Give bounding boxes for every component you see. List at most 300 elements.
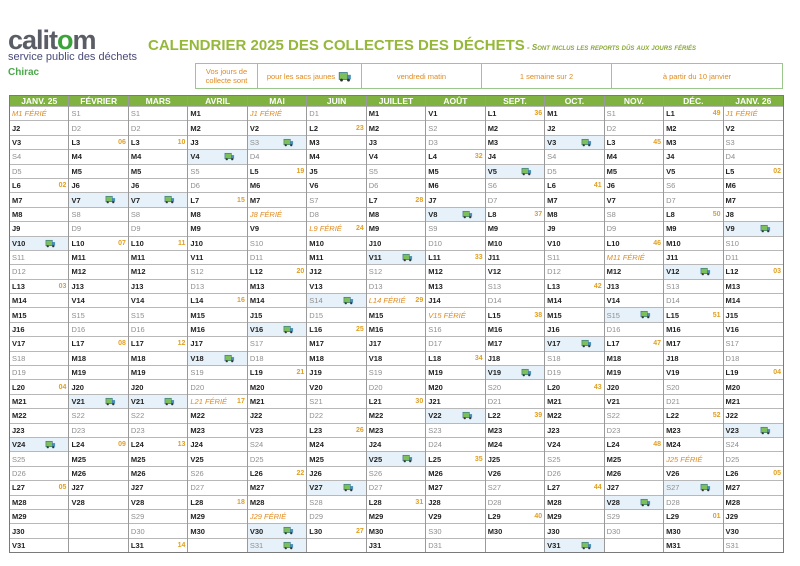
day-cell bbox=[367, 351, 425, 365]
green-bin-truck-icon bbox=[521, 367, 532, 377]
day-cell bbox=[10, 207, 68, 221]
day-label: M10 bbox=[666, 238, 681, 248]
day-cell bbox=[10, 365, 68, 379]
day-cell-empty bbox=[69, 523, 127, 537]
day-cell bbox=[545, 466, 603, 480]
day-label: J3 bbox=[190, 137, 199, 147]
day-cell bbox=[605, 207, 663, 221]
day-label: M26 bbox=[606, 468, 622, 478]
day-cell bbox=[605, 365, 663, 379]
day-label: M12 bbox=[130, 267, 146, 277]
day-cell bbox=[307, 135, 365, 149]
green-bin-truck-icon bbox=[581, 338, 592, 348]
day-label: M29 bbox=[547, 512, 562, 522]
day-label: L3 bbox=[606, 137, 616, 147]
day-cell bbox=[248, 408, 306, 422]
day-label: J15 bbox=[249, 310, 263, 320]
day-cell bbox=[129, 192, 187, 206]
week-number: 23 bbox=[355, 124, 364, 132]
day-cell bbox=[724, 135, 783, 149]
day-label: D12 bbox=[12, 267, 26, 277]
day-cell bbox=[307, 293, 365, 307]
day-label: L13 bbox=[12, 281, 25, 291]
day-label: L22 bbox=[487, 411, 501, 421]
day-cell bbox=[426, 279, 484, 293]
day-cell bbox=[724, 149, 783, 163]
day-label: M28 bbox=[547, 497, 562, 507]
day-cell bbox=[367, 394, 425, 408]
day-label: V10 bbox=[12, 238, 26, 248]
day-label: L1 bbox=[666, 109, 675, 119]
day-label: S4 bbox=[12, 152, 22, 162]
day-label: L28 bbox=[368, 497, 382, 507]
day-cell bbox=[486, 207, 544, 221]
day-label: J19 bbox=[309, 368, 322, 378]
week-number: 30 bbox=[415, 398, 424, 405]
day-cell bbox=[188, 149, 246, 163]
day-label: S10 bbox=[725, 238, 739, 248]
day-cell bbox=[367, 509, 425, 523]
day-cell bbox=[367, 250, 425, 264]
day-label: L18 bbox=[428, 353, 442, 363]
day-cell bbox=[129, 221, 187, 235]
day-cell bbox=[307, 423, 365, 437]
calendar-subtitle: - Sont inclus les reports dûs aux jours fériés bbox=[524, 43, 696, 52]
day-cell bbox=[605, 106, 663, 120]
day-cell bbox=[367, 120, 425, 134]
week-number: 17 bbox=[237, 398, 245, 405]
day-label: V9 bbox=[249, 224, 260, 234]
day-label: M1 bbox=[368, 109, 380, 119]
day-cell bbox=[188, 279, 246, 293]
day-cell bbox=[129, 293, 187, 307]
day-label: M15 bbox=[547, 310, 562, 320]
day-cell bbox=[486, 365, 544, 379]
day-label: S24 bbox=[725, 440, 739, 450]
day-label: J3 bbox=[368, 137, 378, 147]
day-cell bbox=[724, 236, 783, 250]
day-label: D22 bbox=[309, 411, 324, 421]
day-cell bbox=[248, 135, 306, 149]
day-label: J27 bbox=[130, 483, 144, 493]
day-label: V29 bbox=[428, 512, 442, 522]
day-label: L8 bbox=[666, 209, 675, 219]
day-cell bbox=[724, 264, 783, 278]
day-label: D10 bbox=[428, 238, 442, 248]
day-label: L5 bbox=[249, 166, 259, 176]
day-cell bbox=[724, 394, 783, 408]
day-cell bbox=[486, 322, 544, 336]
day-cell bbox=[724, 423, 783, 437]
day-label: D20 bbox=[190, 382, 205, 392]
day-label: S5 bbox=[368, 166, 378, 176]
day-label: M16 bbox=[368, 325, 384, 335]
day-cell bbox=[188, 495, 246, 509]
day-cell bbox=[605, 279, 663, 293]
day-label: L24 bbox=[71, 440, 85, 450]
day-label: J24 bbox=[190, 440, 203, 450]
day-label: L27 bbox=[547, 483, 561, 493]
day-label: V12 bbox=[487, 267, 502, 277]
day-label: M4 bbox=[71, 152, 82, 162]
day-cell bbox=[426, 480, 484, 494]
day-cell bbox=[605, 480, 663, 494]
day-label: V5 bbox=[666, 166, 676, 176]
day-cell-empty bbox=[605, 538, 663, 552]
green-bin-truck-icon bbox=[462, 209, 473, 219]
day-cell bbox=[605, 523, 663, 537]
day-cell bbox=[248, 365, 306, 379]
day-label: S12 bbox=[368, 267, 383, 277]
day-label: V20 bbox=[309, 382, 323, 392]
day-cell bbox=[545, 394, 603, 408]
green-bin-truck-icon bbox=[581, 137, 592, 147]
day-cell bbox=[545, 322, 603, 336]
day-label: D27 bbox=[368, 483, 383, 493]
day-cell bbox=[545, 207, 603, 221]
day-cell bbox=[486, 408, 544, 422]
day-label: S30 bbox=[428, 526, 442, 536]
day-label: L26 bbox=[249, 468, 263, 478]
day-cell bbox=[129, 509, 187, 523]
week-number: 48 bbox=[653, 441, 662, 449]
day-label: V11 bbox=[368, 253, 382, 263]
day-label: V7 bbox=[71, 195, 81, 205]
day-label: M2 bbox=[368, 123, 380, 133]
day-cell bbox=[545, 523, 603, 537]
day-cell bbox=[664, 207, 722, 221]
week-number: 52 bbox=[712, 412, 721, 420]
day-label: S26 bbox=[190, 468, 204, 478]
day-label: V28 bbox=[606, 497, 620, 507]
day-label: M10 bbox=[487, 238, 503, 248]
day-label: M20 bbox=[725, 382, 741, 392]
day-label: M6 bbox=[428, 181, 439, 191]
day-cell bbox=[605, 408, 663, 422]
week-number: 02 bbox=[773, 167, 781, 175]
day-cell bbox=[367, 178, 425, 192]
day-label: L1 bbox=[487, 109, 497, 119]
day-label: M8 bbox=[12, 209, 23, 219]
day-cell bbox=[188, 164, 246, 178]
day-label: D24 bbox=[428, 440, 442, 450]
day-cell bbox=[10, 495, 68, 509]
day-cell bbox=[188, 365, 246, 379]
day-label: M1 bbox=[547, 109, 558, 119]
day-label: D20 bbox=[368, 382, 383, 392]
day-label: S4 bbox=[547, 152, 557, 162]
day-label: L11 bbox=[428, 253, 441, 263]
day-cell bbox=[367, 365, 425, 379]
day-label: L5 bbox=[725, 166, 735, 176]
day-label: D27 bbox=[190, 483, 205, 493]
day-cell bbox=[69, 192, 127, 206]
month-header: SEPT. bbox=[486, 96, 544, 106]
day-label: J1 FÉRIÉ bbox=[249, 109, 282, 119]
day-cell bbox=[307, 164, 365, 178]
day-cell bbox=[248, 279, 306, 293]
day-cell bbox=[129, 236, 187, 250]
day-label: L17 bbox=[606, 339, 620, 349]
day-cell bbox=[307, 451, 365, 465]
day-cell bbox=[664, 192, 722, 206]
day-label: D16 bbox=[130, 325, 145, 335]
day-cell bbox=[307, 509, 365, 523]
day-label: M7 bbox=[12, 195, 23, 205]
day-label: L10 bbox=[606, 238, 620, 248]
day-cell bbox=[248, 192, 306, 206]
month-column bbox=[188, 96, 247, 552]
day-label: S29 bbox=[130, 512, 145, 522]
day-cell bbox=[545, 336, 603, 350]
week-number: 33 bbox=[474, 254, 483, 262]
day-cell bbox=[724, 351, 783, 365]
day-label: S12 bbox=[190, 267, 204, 277]
day-cell bbox=[724, 192, 783, 206]
day-label: M23 bbox=[190, 425, 205, 435]
day-label: S31 bbox=[249, 540, 264, 550]
day-label: J23 bbox=[547, 425, 560, 435]
day-cell bbox=[545, 279, 603, 293]
day-cell bbox=[664, 178, 722, 192]
day-cell bbox=[605, 135, 663, 149]
day-cell bbox=[10, 379, 68, 393]
day-cell bbox=[724, 509, 783, 523]
day-label: V13 bbox=[309, 281, 323, 291]
day-cell bbox=[486, 106, 544, 120]
day-cell bbox=[248, 495, 306, 509]
day-cell bbox=[545, 264, 603, 278]
day-label: S6 bbox=[666, 181, 676, 191]
day-cell bbox=[129, 408, 187, 422]
month-header: AOÛT bbox=[426, 96, 484, 106]
day-label: L25 bbox=[428, 454, 442, 464]
day-label: S1 bbox=[130, 109, 141, 119]
day-cell bbox=[486, 307, 544, 321]
day-label: L12 bbox=[249, 267, 263, 277]
day-cell bbox=[664, 293, 722, 307]
day-cell bbox=[605, 379, 663, 393]
day-cell bbox=[664, 423, 722, 437]
day-label: V5 bbox=[487, 166, 497, 176]
day-label: V6 bbox=[309, 181, 319, 191]
day-cell bbox=[248, 207, 306, 221]
day-label: M18 bbox=[309, 353, 324, 363]
day-label: S26 bbox=[368, 468, 383, 478]
day-cell bbox=[129, 178, 187, 192]
week-number: 02 bbox=[58, 182, 67, 190]
calitom-logo bbox=[8, 26, 143, 63]
week-number: 04 bbox=[773, 369, 781, 377]
day-cell bbox=[426, 495, 484, 509]
day-label: L24 bbox=[606, 440, 620, 450]
day-cell bbox=[248, 236, 306, 250]
week-number: 06 bbox=[118, 138, 126, 146]
day-label: D9 bbox=[130, 224, 141, 234]
day-label: M20 bbox=[428, 382, 443, 392]
week-number: 35 bbox=[474, 455, 483, 463]
green-bin-truck-icon bbox=[338, 70, 352, 82]
day-cell bbox=[664, 106, 722, 120]
green-bin-truck-icon bbox=[343, 295, 354, 305]
day-cell bbox=[248, 264, 306, 278]
day-cell bbox=[69, 178, 127, 192]
day-label: D23 bbox=[71, 425, 86, 435]
day-label: M28 bbox=[249, 497, 265, 507]
day-cell bbox=[248, 351, 306, 365]
day-cell bbox=[724, 207, 783, 221]
month-header: FÉVRIER bbox=[69, 96, 127, 106]
day-label: J26 bbox=[309, 468, 322, 478]
day-cell bbox=[188, 178, 246, 192]
day-label: M11 FÉRIÉ bbox=[606, 253, 645, 263]
day-cell bbox=[426, 336, 484, 350]
day-cell bbox=[426, 451, 484, 465]
day-label: J18 bbox=[666, 353, 679, 363]
day-label: J15 bbox=[725, 310, 739, 320]
week-number: 26 bbox=[355, 426, 364, 434]
day-cell bbox=[605, 394, 663, 408]
week-number: 36 bbox=[534, 110, 543, 118]
month-column bbox=[10, 96, 69, 552]
day-label: L8 bbox=[487, 209, 497, 219]
day-label: V21 bbox=[606, 397, 620, 406]
green-bin-truck-icon bbox=[105, 396, 116, 406]
day-cell bbox=[188, 264, 246, 278]
day-cell bbox=[10, 264, 68, 278]
day-label: M14 bbox=[725, 296, 741, 306]
week-number: 03 bbox=[773, 268, 781, 276]
day-label: S16 bbox=[428, 325, 442, 335]
day-label: L14 bbox=[190, 296, 204, 306]
day-cell bbox=[486, 279, 544, 293]
day-cell bbox=[367, 164, 425, 178]
day-cell bbox=[367, 221, 425, 235]
day-cell bbox=[724, 495, 783, 509]
day-label: L2 bbox=[309, 123, 319, 133]
day-cell bbox=[664, 509, 722, 523]
day-label: V10 bbox=[547, 238, 561, 248]
day-cell bbox=[367, 322, 425, 336]
day-label: M16 bbox=[487, 325, 503, 335]
day-label: J30 bbox=[547, 526, 560, 536]
day-label: M25 bbox=[309, 454, 324, 464]
week-number: 29 bbox=[415, 297, 424, 305]
day-label: M17 bbox=[666, 339, 681, 349]
week-number: 32 bbox=[474, 153, 483, 161]
day-cell bbox=[367, 106, 425, 120]
day-label: M3 bbox=[309, 137, 320, 147]
day-label: J21 bbox=[428, 397, 441, 406]
day-label: D17 bbox=[428, 339, 442, 349]
day-label: S28 bbox=[309, 497, 323, 507]
day-cell bbox=[367, 408, 425, 422]
day-cell bbox=[367, 451, 425, 465]
day-cell bbox=[188, 437, 246, 451]
day-label: M2 bbox=[487, 123, 499, 133]
day-label: J29 bbox=[725, 512, 739, 522]
day-label: M12 bbox=[606, 267, 622, 277]
day-cell bbox=[426, 106, 484, 120]
day-cell bbox=[248, 509, 306, 523]
day-label: M8 bbox=[190, 209, 201, 219]
day-cell bbox=[248, 322, 306, 336]
day-cell bbox=[486, 149, 544, 163]
day-cell bbox=[248, 250, 306, 264]
day-cell bbox=[188, 509, 246, 523]
day-cell bbox=[545, 351, 603, 365]
day-label: D18 bbox=[725, 353, 740, 363]
day-cell bbox=[724, 437, 783, 451]
day-label: S18 bbox=[12, 353, 26, 363]
day-cell bbox=[664, 307, 722, 321]
day-label: D6 bbox=[368, 181, 379, 191]
green-bin-truck-icon bbox=[224, 151, 235, 161]
day-cell bbox=[664, 164, 722, 178]
day-label: S27 bbox=[666, 483, 680, 493]
day-cell bbox=[367, 538, 425, 552]
day-cell bbox=[545, 236, 603, 250]
day-cell bbox=[605, 495, 663, 509]
day-cell bbox=[307, 178, 365, 192]
day-cell bbox=[10, 408, 68, 422]
month-column bbox=[724, 96, 783, 552]
day-cell bbox=[724, 523, 783, 537]
day-label: L7 bbox=[190, 195, 200, 205]
green-bin-truck-icon bbox=[343, 482, 354, 492]
month-header: JUIN bbox=[307, 96, 365, 106]
day-cell bbox=[724, 480, 783, 494]
day-cell bbox=[129, 135, 187, 149]
day-label: J10 bbox=[190, 238, 203, 248]
day-cell bbox=[367, 149, 425, 163]
day-cell bbox=[605, 336, 663, 350]
day-label: V25 bbox=[190, 454, 204, 464]
day-label: L4 bbox=[428, 152, 437, 162]
day-cell bbox=[69, 221, 127, 235]
day-cell bbox=[486, 120, 544, 134]
day-label: J13 bbox=[130, 281, 144, 291]
month-header: JUILLET bbox=[367, 96, 425, 106]
day-cell bbox=[129, 394, 187, 408]
day-label: M18 bbox=[606, 353, 622, 363]
week-number: 47 bbox=[653, 340, 662, 348]
day-cell bbox=[248, 178, 306, 192]
day-cell bbox=[188, 466, 246, 480]
week-number: 04 bbox=[58, 383, 67, 391]
day-label: V28 bbox=[130, 497, 145, 507]
day-cell bbox=[129, 307, 187, 321]
day-label: M27 bbox=[249, 483, 265, 493]
day-cell bbox=[367, 495, 425, 509]
day-label: J20 bbox=[130, 382, 144, 392]
day-label: J25 FÉRIÉ bbox=[666, 454, 703, 464]
day-label: S25 bbox=[547, 454, 561, 464]
week-number: 07 bbox=[118, 239, 126, 247]
month-column bbox=[129, 96, 188, 552]
day-label: J9 bbox=[547, 224, 556, 234]
green-bin-truck-icon bbox=[45, 238, 56, 248]
day-cell bbox=[10, 322, 68, 336]
day-label: V7 bbox=[606, 195, 616, 205]
month-column bbox=[664, 96, 723, 552]
day-label: M18 bbox=[71, 353, 87, 363]
week-number: 44 bbox=[593, 484, 602, 492]
day-cell bbox=[188, 106, 246, 120]
day-cell bbox=[367, 279, 425, 293]
collection-info-bar bbox=[195, 63, 783, 89]
day-cell bbox=[307, 365, 365, 379]
